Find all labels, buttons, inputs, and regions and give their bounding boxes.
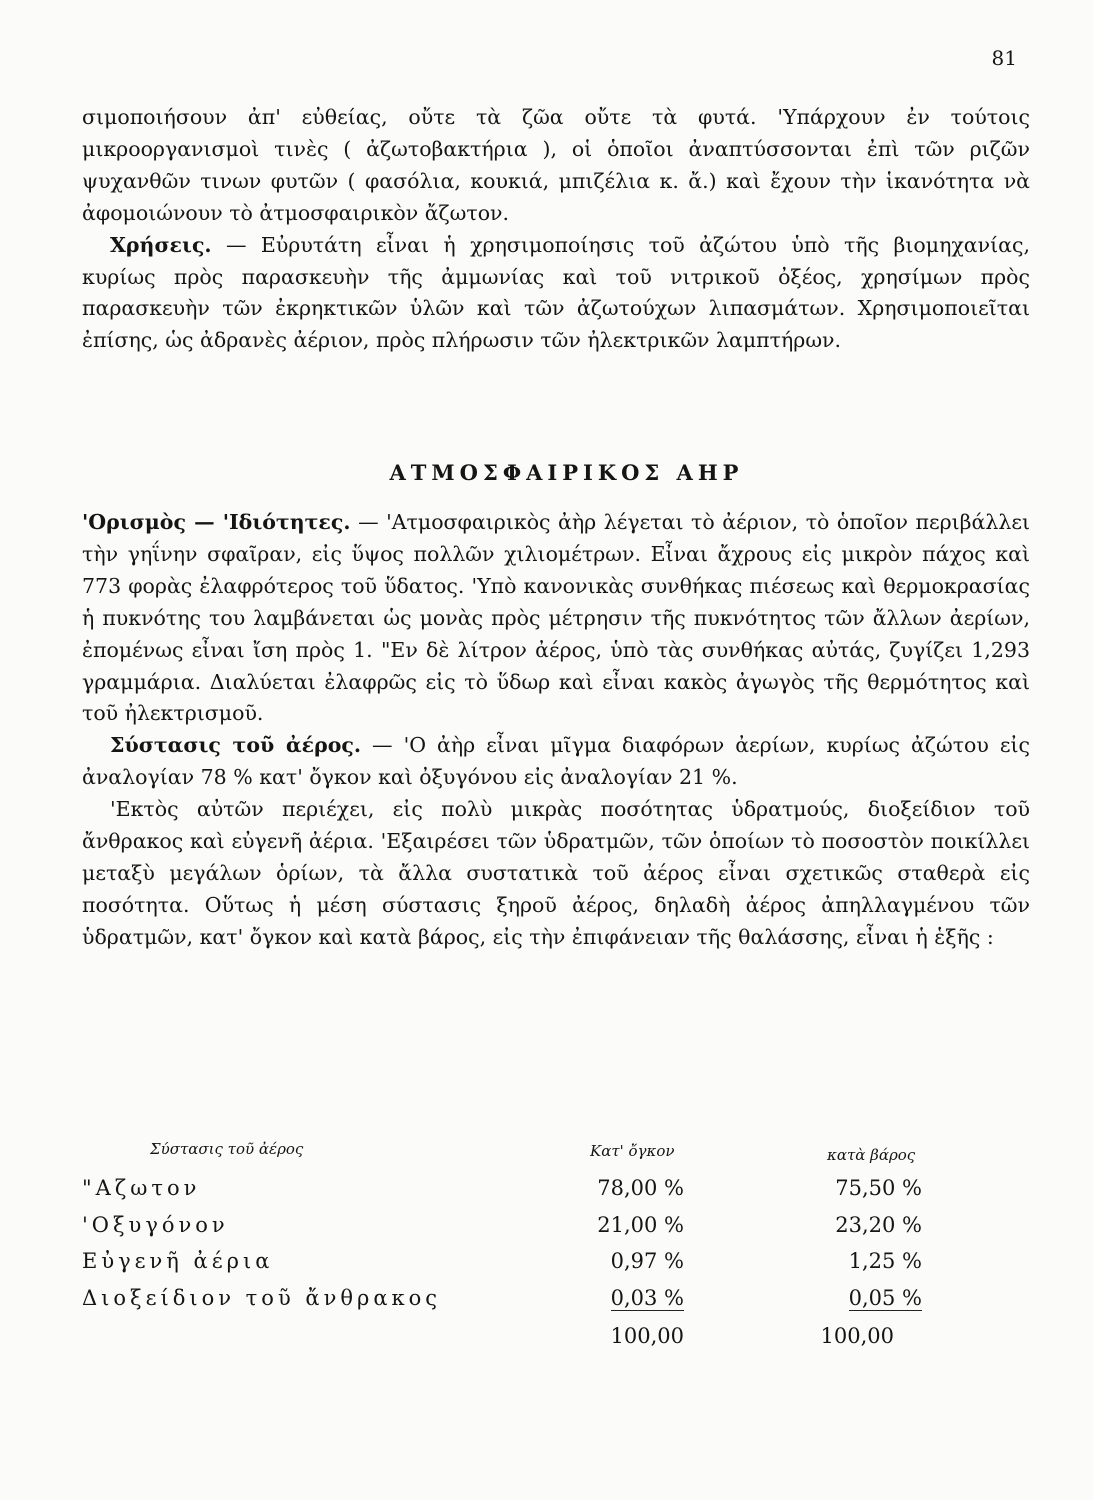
total-volume: 100,00 — [610, 1324, 684, 1348]
row-name: Εὐγενῆ ἀέρια — [82, 1249, 274, 1273]
row-mass: 1,25 % — [848, 1249, 922, 1273]
text-block-air — [82, 507, 1030, 954]
row-volume: 0,97 % — [610, 1249, 684, 1273]
total-mass: 100,00 — [820, 1324, 894, 1348]
paragraph-definition-text: — 'Ατμοσφαιρικὸς ἀὴρ λέγεται τὸ ἀέριον, τὸ ὁποῖον περιβάλλει τὴν γηΐνην σφαῖραν, εἰς ὕψος πολλῶν χιλιομέτρων. Εἶναι ἄχρους εἰς μικρὸν πάχος καὶ 773 φορὰς ἐλαφρότερος τοῦ ὕδατος. 'Υπὸ κανονικὰς συνθήκας πιέσεως καὶ θερμοκρασίας ἡ πυκνότης του λαμβάνεται ὡς μονὰς πρὸς μέτρησιν τῆς πυκνότητος τῶν ἄλλων ἀερίων, ἐπομένως εἶναι ἴση πρὸς 1. "Εν δὲ λίτρον ἀέρος, ὑπὸ τὰς συνθήκας αὐτάς, ζυγίζει 1,293 γραμμάρια. Διαλύεται ἐλαφρῶς εἰς τὸ ὕδωρ καὶ εἶναι κακὸς ἀγωγὸς τῆς θερμότητος καὶ τοῦ ἠλεκτρισμοῦ. — [82, 510, 1030, 726]
row-name: Διοξείδιον τοῦ ἄνθρακος — [82, 1285, 442, 1310]
row-name: "Αζωτον — [82, 1176, 201, 1200]
text-block-nitrogen — [82, 102, 1030, 357]
paragraph-definition — [82, 507, 1030, 730]
table-header — [82, 1140, 922, 1176]
runin-composition: Σύστασις τοῦ ἀέρος. — [110, 733, 362, 758]
row-volume: 0,03 % — [610, 1285, 684, 1310]
row-mass: 75,50 % — [835, 1176, 922, 1200]
page-number: 81 — [991, 46, 1017, 70]
row-mass: 0,05 % — [848, 1285, 922, 1310]
section-heading: ΑΤΜΟΣΦΑΙΡΙΚΟΣ ΑΗΡ — [389, 460, 744, 485]
table-row — [82, 1213, 922, 1250]
row-volume: 78,00 % — [597, 1176, 684, 1200]
table-row — [82, 1286, 922, 1323]
header-by-mass: κατὰ βάρος — [827, 1146, 916, 1164]
table-row — [82, 1249, 922, 1286]
table-totals — [82, 1322, 922, 1358]
air-composition-table — [82, 1140, 922, 1358]
header-by-volume: Κατ' ὄγκον — [590, 1142, 675, 1160]
header-component: Σύστασις τοῦ ἀέρος — [150, 1140, 304, 1158]
paragraph-uses-text: — Εὐρυτάτη εἶναι ἡ χρησιμοποίησις τοῦ ἀζώτου ὑπὸ τῆς βιομηχανίας, κυρίως πρὸς παρασκευὴν τῆς ἀμμωνίας καὶ τοῦ νιτρικοῦ ὀξέος, χρησίμων πρὸς παρασκευὴν τῶν ἐκρηκτικῶν ὑλῶν καὶ τῶν ἀζωτούχων λιπασμάτων. Χρησιμοποιεῖται ἐπίσης, ὡς ἀδρανὲς ἀέριον, πρὸς πλήρωσιν τῶν ἠλεκτρικῶν λαμπτήρων. — [82, 232, 1030, 353]
runin-uses: Χρήσεις. — [110, 232, 212, 257]
row-volume: 21,00 % — [597, 1212, 684, 1237]
paragraph-composition-text: — 'Ο ἀὴρ εἶναι μῖγμα διαφόρων ἀερίων, κυρίως ἀζώτου εἰς ἀναλογίαν 78 % κατ' ὄγκον καὶ ὀξυγόνου εἰς ἀναλογίαν 21 %. — [82, 733, 1030, 790]
table-row — [82, 1176, 922, 1213]
paragraph-other-components: 'Εκτὸς αὐτῶν περιέχει, εἰς πολὺ μικρὰς ποσότητας ὑδρατμούς, διοξείδιον τοῦ ἄνθρακος καὶ εὐγενῆ ἀέρια. 'Εξαιρέσει τῶν ὑδρατμῶν, τῶν ὁποίων τὸ ποσοστὸν ποικίλλει μεταξὺ μεγάλων ὁρίων, τὰ ἄλλα συστατικὰ τοῦ ἀέρος εἶναι σχετικῶς σταθερὰ εἰς ποσότητα. Οὕτως ἡ μέση σύστασις ξηροῦ ἀέρος, δηλαδὴ ἀέρος ἀπηλλαγμένου τῶν ὑδρατμῶν, κατ' ὄγκον καὶ κατὰ βάρος, εἰς τὴν ἐπιφάνειαν τῆς θαλάσσης, εἶναι ἡ ἑξῆς : — [82, 797, 1030, 949]
row-name: 'Οξυγόνον — [82, 1212, 229, 1237]
paragraph-nitrogen-assimilation: σιμοποιήσουν ἀπ' εὐθείας, οὔτε τὰ ζῶα οὔτε τὰ φυτά. 'Υπάρχουν ἐν τούτοις μικροοργανισμοὶ τινὲς ( ἀζωτοβακτήρια ), οἱ ὁποῖοι ἀναπτύσσονται ἐπὶ τῶν ριζῶν ψυχανθῶν τινων φυτῶν ( φασόλια, κουκιά, μπιζέλια κ. ἄ.) καὶ ἔχουν τὴν ἱκανότητα νὰ ἀφομοιώνουν τὸ ἀτμοσφαιρικὸν ἄζωτον. — [82, 105, 1030, 225]
row-mass: 23,20 % — [835, 1212, 922, 1237]
paragraph-uses — [82, 230, 1030, 358]
paragraph-composition — [82, 730, 1030, 794]
runin-definition: 'Ορισμὸς — 'Ιδιότητες. — [82, 510, 351, 534]
